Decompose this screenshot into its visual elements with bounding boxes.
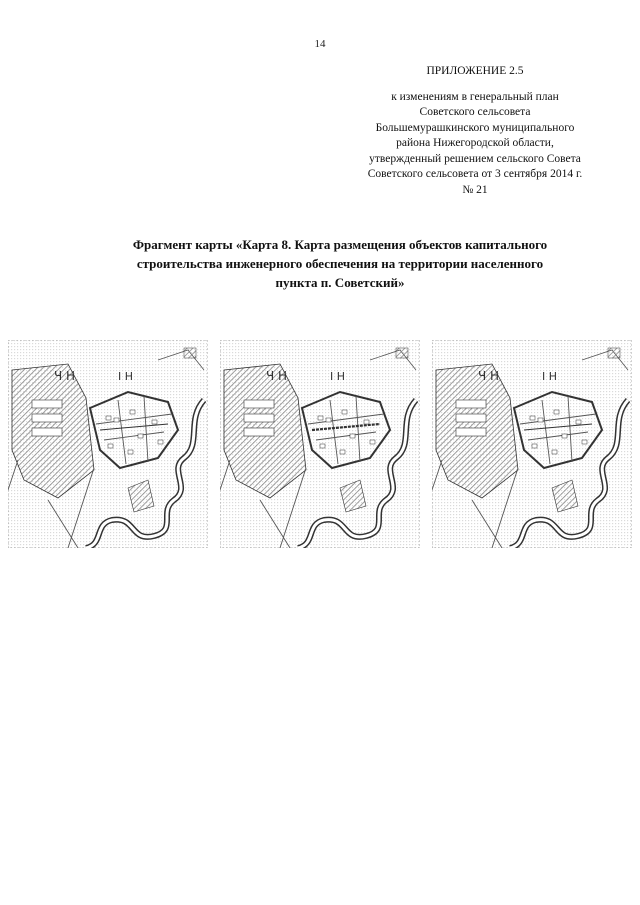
svg-text:Ч Н: Ч Н bbox=[54, 369, 76, 383]
appendix-line: Советского сельсовета bbox=[419, 106, 531, 118]
appendix-line: утвержденный решением сельского Совета bbox=[369, 152, 581, 165]
map-caption bbox=[90, 235, 590, 292]
appendix-title: ПРИЛОЖЕНИЕ 2.5 bbox=[426, 65, 524, 77]
map-fragments bbox=[8, 340, 632, 548]
appendix-line: Советского сельсовета от 3 сентября 2014 г. bbox=[367, 168, 583, 180]
appendix-line: района Нижегородской области, bbox=[396, 137, 554, 149]
map-fragment-1 bbox=[8, 340, 208, 548]
appendix-line: Большемурашкинского муниципального bbox=[375, 121, 575, 134]
svg-text:Ч Н: Ч Н bbox=[266, 369, 288, 383]
svg-text:Ч Н: Ч Н bbox=[478, 369, 500, 383]
svg-text:І Н: І Н bbox=[118, 370, 134, 383]
page-number: 14 bbox=[314, 38, 326, 50]
map-fragment-3 bbox=[432, 340, 632, 548]
map-fragment-2 bbox=[220, 340, 420, 548]
appendix-line: к изменениям в генеральный план bbox=[391, 90, 559, 103]
appendix-block bbox=[350, 64, 600, 198]
caption-line: пункта п. Советский» bbox=[275, 275, 405, 290]
caption-line: Фрагмент карты «Карта 8. Карта размещения объектов капитального bbox=[132, 237, 548, 252]
caption-line: строительства инженерного обеспечения на территории населенного bbox=[136, 256, 544, 271]
appendix-line: № 21 bbox=[462, 183, 488, 196]
svg-text:І Н: І Н bbox=[330, 370, 346, 383]
svg-text:І Н: І Н bbox=[542, 370, 558, 383]
